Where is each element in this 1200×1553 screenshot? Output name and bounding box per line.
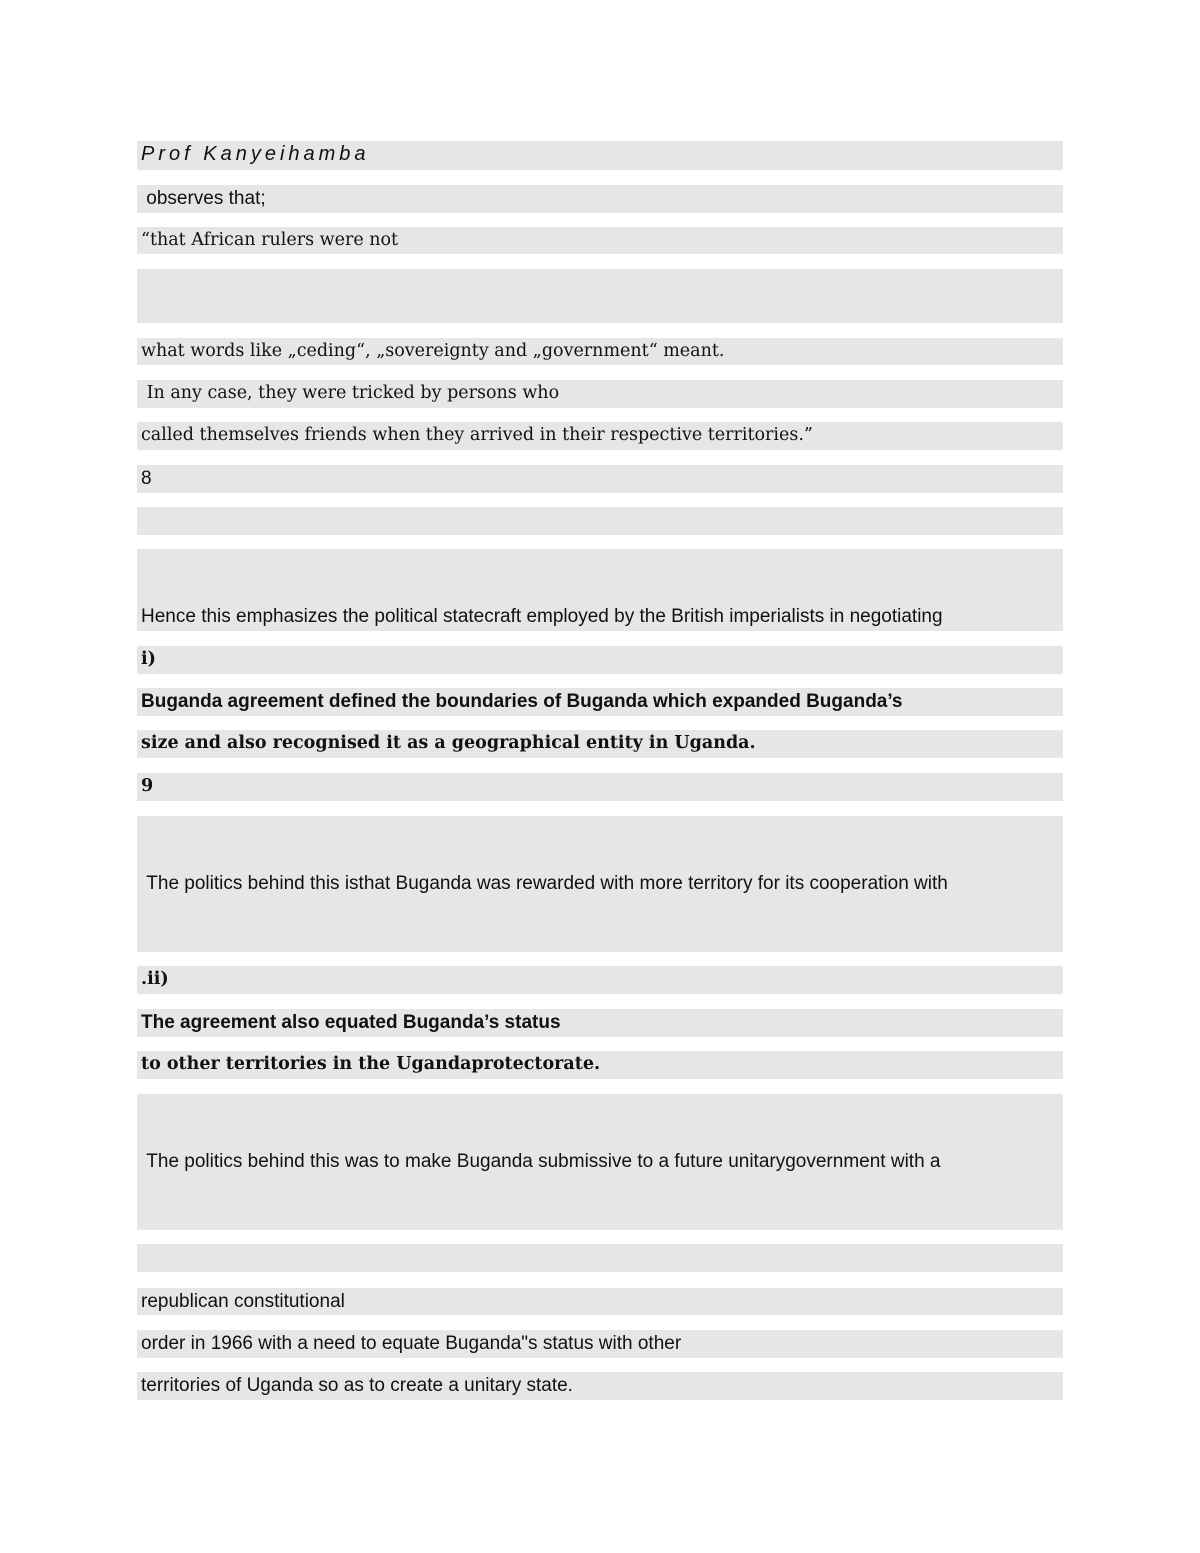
point-ii-marker: .ii) [137, 966, 1063, 994]
politics-1-line-1: The politics behind this isthat Buganda was rewarded with more territory for its cooperation with [141, 873, 948, 894]
order-1966-line: order in 1966 with a need to equate Buganda"s status with other [137, 1330, 1063, 1358]
hence-paragraph [137, 549, 1063, 631]
quote-end-line: called themselves friends when they arrived in their respective territories.” [137, 422, 1063, 450]
blank-line [137, 507, 1063, 535]
point-i-marker: i) [137, 646, 1063, 674]
territories-line: territories of Uganda so as to create a unitary state. [137, 1372, 1063, 1400]
politics-2-line-2 [141, 1229, 1059, 1230]
author-line: Prof Kanyeihamba [137, 141, 1063, 170]
point-ii-heading-line-1: The agreement also equated Buganda’s status [137, 1009, 1063, 1037]
quote-body-paragraph [137, 269, 1063, 323]
point-i-heading-line-2: size and also recognised it as a geographical entity in Uganda. [137, 730, 1063, 758]
politics-2-line-1: The politics behind this was to make Buganda submissive to a future unitarygovernment with a [141, 1151, 941, 1172]
politics-paragraph-1 [137, 816, 1063, 952]
blank-line [137, 1244, 1063, 1272]
observes-line: observes that; [137, 185, 1063, 213]
footnote-ref-8: 8 [137, 465, 1063, 493]
point-ii-heading-line-2: to other territories in the Ugandaprotectorate. [137, 1051, 1063, 1079]
quote-tricked-line: In any case, they were tricked by persons who [137, 380, 1063, 408]
politics-paragraph-2 [137, 1094, 1063, 1230]
hence-line-1: Hence this emphasizes the political statecraft employed by the British imperialists in negotiating [141, 606, 943, 627]
footnote-ref-9: 9 [137, 773, 1063, 801]
republican-line: republican constitutional [137, 1288, 1063, 1315]
point-i-heading-line-1: Buganda agreement defined the boundaries of Buganda which expanded Buganda’s [137, 688, 1063, 716]
quote-words-line: what words like „ceding“, „sovereignty and „government“ meant. [137, 338, 1063, 365]
politics-1-line-2 [141, 951, 1059, 952]
quote-start-line: “that African rulers were not [137, 227, 1063, 254]
